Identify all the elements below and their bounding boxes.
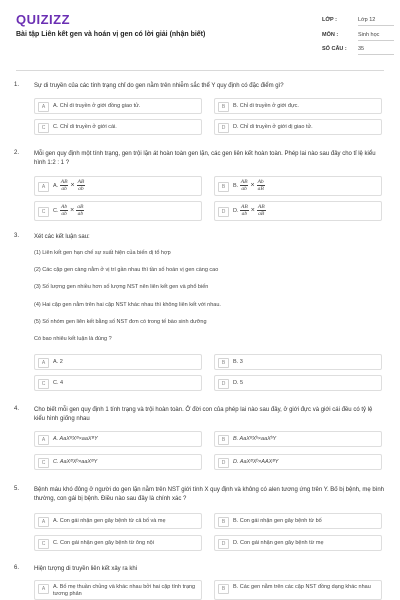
genotype-fraction: [76, 204, 84, 217]
option-key: C: [38, 379, 49, 389]
genotype-fraction: [60, 204, 68, 217]
worksheet-header: [0, 0, 400, 68]
option-key: B: [218, 102, 229, 112]
option-key: A: [38, 102, 49, 112]
question-text: Hiện tượng di truyền liên kết xảy ra khi: [34, 566, 137, 572]
question-number: 1.: [14, 82, 20, 88]
answer-option-c[interactable]: [34, 535, 202, 551]
genotype-fraction: [60, 179, 69, 192]
genotype-fraction: [257, 179, 265, 192]
fraction-bottom: ab: [77, 211, 84, 217]
option-text: C. 4: [53, 380, 64, 386]
fraction-top: AB: [257, 204, 265, 210]
option-text: B. AaXᴮXᵇ×aaXᵇY: [233, 436, 277, 442]
worksheet-title: Bài tập Liên kết gen và hoán vị gen có lời giải (nhận biết): [16, 31, 206, 38]
genotype-fraction: [240, 179, 249, 192]
statement-item: (5) Số nhóm gen liên kết bằng số NST đơn có trong tế bào sinh dưỡng: [34, 319, 207, 325]
answer-option-d[interactable]: [214, 119, 382, 135]
option-key: C: [38, 458, 49, 468]
answer-option-d[interactable]: [214, 535, 382, 551]
option-text: C. AaXᴮXᵇ×aaXᴮY: [53, 459, 98, 465]
option-text: D. Con gái nhận gen gây bệnh từ mẹ: [233, 540, 324, 546]
answer-option-a[interactable]: [34, 580, 202, 600]
answer-option-c[interactable]: [34, 119, 202, 135]
option-key: A: [38, 584, 49, 594]
option-key: B: [218, 517, 229, 527]
fraction-top: Ab: [257, 179, 264, 185]
meta-underline: [358, 40, 394, 41]
option-label: A.: [53, 182, 59, 189]
meta-label: SỐ CÂU :: [322, 46, 347, 52]
fraction-bottom: ab: [61, 211, 67, 217]
question-text: Xét các kết luận sau:: [34, 234, 90, 240]
option-formula: [233, 179, 378, 192]
meta-value: Sinh học: [358, 32, 380, 38]
answer-option-c[interactable]: [34, 375, 202, 391]
option-text: A. AaXᴮXᴮ×aaXᴮY: [53, 436, 98, 442]
option-key: A: [38, 358, 49, 368]
option-key: C: [38, 207, 49, 217]
fraction-top: AB: [241, 204, 248, 210]
cross-symbol: ×: [70, 207, 75, 214]
option-key: D: [218, 458, 229, 468]
meta-underline: [358, 54, 394, 55]
option-text: D. 5: [233, 380, 244, 386]
fraction-top: AB: [240, 179, 248, 185]
option-text: A. 2: [53, 359, 63, 365]
option-label: D.: [233, 207, 239, 214]
question-number: 6.: [14, 565, 20, 571]
statement-item: (3) Số lượng gen nhiều hơn số lượng NST nên liên kết gen và phổ biến: [34, 284, 209, 290]
option-key: B: [218, 182, 229, 192]
question-text: Mỗi gen quy định một tính trạng, gen trội lặn át hoàn toàn gen lặn, các gen liên kết hoàn toàn. Phép lai nào sau đây cho tỉ lệ kiểu hình 1:2 : 1 ?: [34, 151, 376, 166]
option-key: D: [218, 207, 229, 217]
option-key: A: [38, 182, 49, 192]
question-prompt: Có bao nhiêu kết luận là đúng ?: [34, 336, 112, 342]
option-label: B.: [233, 182, 239, 189]
fraction-bottom: aB: [257, 186, 264, 192]
genotype-fraction: [77, 179, 86, 192]
meta-label: MÔN :: [322, 32, 339, 38]
fraction-top: Ab: [61, 204, 68, 210]
answer-option-c[interactable]: [34, 454, 202, 470]
answer-option-b[interactable]: [214, 354, 382, 370]
option-key: B: [218, 584, 229, 594]
header-divider: [16, 70, 384, 71]
option-key: D: [218, 379, 229, 389]
answer-option-b[interactable]: [214, 176, 382, 196]
question-text: Bệnh máu khó đông ở người do gen lặn nằm trên NST giới tính X quy định và không có alen tương ứng trên Y. Bố bị bệnh, mẹ bình thường, con gái bị bệnh. Điều nào sau đây là chính xác ?: [34, 487, 385, 502]
option-text: D. Chỉ di truyền ở giới dị giao tử.: [233, 124, 313, 130]
option-text: A. Bố mẹ thuần chủng và khác nhau bởi hai cặp tính trạng tương phản: [53, 584, 196, 597]
question-number: 5.: [14, 486, 20, 492]
option-text: C. Con gái nhận gen gây bệnh từ ông nội: [53, 540, 154, 546]
option-key: C: [38, 123, 49, 133]
meta-value: Lớp 12: [358, 17, 376, 23]
option-text: B. Chỉ di truyền ở giới đực.: [233, 103, 299, 109]
option-text: A. Con gái nhận gen gây bệnh từ cả bố và mẹ: [53, 518, 166, 524]
option-text: B. Các gen nằm trên các cặp NST đồng dạng khác nhau: [233, 584, 371, 590]
answer-option-b[interactable]: [214, 513, 382, 529]
question-text: Cho biết mỗi gen quy định 1 tính trạng và trội hoàn toàn. Ở đời con của phép lai nào sau đây, ở giới đực và giới cái đều có tỷ lệ kiểu hình giống nhau: [34, 407, 373, 422]
cross-symbol: ×: [250, 182, 255, 189]
answer-option-a[interactable]: [34, 354, 202, 370]
cross-symbol: ×: [70, 182, 75, 189]
statement-item: (2) Các cặp gen càng nằm ở vị trí gần nhau thì tần số hoán vị gen càng cao: [34, 267, 219, 273]
genotype-fraction: [240, 204, 249, 217]
genotype-fraction: [257, 204, 266, 217]
answer-option-d[interactable]: [214, 201, 382, 221]
option-text: A. Chỉ di truyền ở giới đồng giao tử.: [53, 103, 141, 109]
answer-option-d[interactable]: [214, 375, 382, 391]
question-number: 3.: [14, 233, 20, 239]
fraction-bottom: aB: [258, 211, 265, 217]
option-key: D: [218, 123, 229, 133]
answer-option-a[interactable]: [34, 513, 202, 529]
option-key: C: [38, 539, 49, 549]
statement-item: (4) Hai cặp gen nằm trên hai cặp NST khác nhau thì không liên kết với nhau.: [34, 302, 221, 308]
question-number: 4.: [14, 406, 20, 412]
meta-value: 35: [358, 46, 365, 52]
quizizz-logo: QUIZIZZ: [16, 12, 71, 27]
option-formula: [53, 179, 198, 192]
option-text: C. Chỉ di truyền ở giới cái.: [53, 124, 117, 130]
meta-underline: [358, 25, 394, 26]
option-formula: [233, 204, 378, 217]
fraction-top: AB: [60, 179, 68, 185]
option-text: B. 3: [233, 359, 243, 365]
meta-label: LỚP :: [322, 17, 337, 23]
answer-option-c[interactable]: [34, 201, 202, 221]
option-text: B. Con gái nhận gen gây bệnh từ bố: [233, 518, 322, 524]
question-text: Sự di truyền của các tính trạng chỉ do gen nằm trên nhiễm sắc thể Y quy định có đặc điểm gì?: [34, 83, 284, 89]
option-key: A: [38, 517, 49, 527]
option-key: B: [218, 358, 229, 368]
answer-option-a[interactable]: [34, 98, 202, 114]
answer-option-d[interactable]: [214, 454, 382, 470]
statement-item: (1) Liên kết gen hạn chế sự xuất hiện của biến dị tổ hợp: [34, 250, 171, 256]
answer-option-b[interactable]: [214, 580, 382, 600]
cross-symbol: ×: [250, 207, 255, 214]
fraction-bottom: ab: [78, 186, 84, 192]
question-number: 2.: [14, 150, 20, 156]
fraction-bottom: ab: [241, 211, 248, 217]
answer-option-b[interactable]: [214, 431, 382, 447]
option-formula: [53, 204, 198, 217]
answer-option-a[interactable]: [34, 176, 202, 196]
option-key: D: [218, 539, 229, 549]
option-key: A: [38, 435, 49, 445]
option-label: C.: [53, 207, 59, 214]
fraction-top: aB: [77, 204, 84, 210]
option-text: D. AaXᴮXᵇ×AAXᴮY: [233, 459, 279, 465]
answer-option-a[interactable]: [34, 431, 202, 447]
fraction-top: AB: [77, 179, 85, 185]
option-key: B: [218, 435, 229, 445]
answer-option-b[interactable]: [214, 98, 382, 114]
fraction-bottom: ab: [61, 186, 67, 192]
fraction-bottom: ab: [241, 186, 247, 192]
